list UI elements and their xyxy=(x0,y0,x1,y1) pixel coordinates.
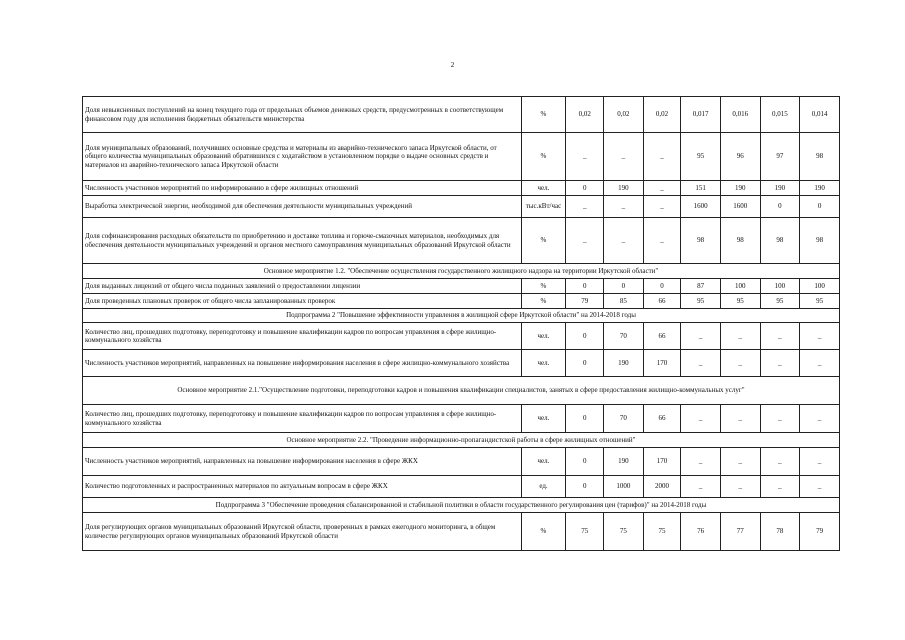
indicator-name: Доля софинансирования расходных обязательств по приобретению и доставке топлива и горюче-смазочных материалов, необходимых для обеспечения деятельности муниципальных учреждений и органов местного самоуправления муниципальных образований Иркутской области xyxy=(83,218,522,264)
value-cell: 0 xyxy=(566,323,604,350)
value-cell: _ xyxy=(720,448,760,476)
value-cell: 98 xyxy=(760,218,800,264)
value-cell: 79 xyxy=(566,294,604,309)
value-cell: 96 xyxy=(720,133,760,181)
value-cell: 98 xyxy=(800,133,840,181)
table-body xyxy=(83,97,840,551)
section-header-row xyxy=(83,264,840,279)
value-cell: _ xyxy=(720,476,760,498)
value-cell: 0 xyxy=(643,279,681,294)
value-cell: _ xyxy=(604,196,644,218)
indicator-name: Доля муниципальных образований, получивших основные средства и материалы из аварийно-технического запаса Иркутской области, от общего количества муниципальных образований обратившихся с ходатайством в установленном порядке о выдаче основных средств и материалов из аварийно-технического запаса Иркутской области xyxy=(83,133,522,181)
indicator-name: Численность участников мероприятий по информированию в сфере жилищных отношений xyxy=(83,181,522,196)
table-row xyxy=(83,448,840,476)
value-cell: 1600 xyxy=(681,196,721,218)
table-row xyxy=(83,181,840,196)
indicator-name: Выработка электрической энергии, необходимой для обеспечения деятельности муниципальных учреждений xyxy=(83,196,522,218)
unit-cell: ед. xyxy=(521,476,566,498)
table-row xyxy=(83,476,840,498)
value-cell: 0 xyxy=(566,476,604,498)
value-cell: _ xyxy=(760,476,800,498)
value-cell: 76 xyxy=(681,513,721,551)
value-cell: 75 xyxy=(566,513,604,551)
value-cell: _ xyxy=(566,196,604,218)
indicator-name: Численность участников мероприятий, направленных на повышение информирования населения в сфере жилищно-коммунального хозяйства xyxy=(83,350,522,377)
value-cell: _ xyxy=(800,323,840,350)
value-cell: 0 xyxy=(566,279,604,294)
value-cell: _ xyxy=(643,196,681,218)
unit-cell: % xyxy=(521,513,566,551)
value-cell: 0 xyxy=(566,350,604,377)
table-row xyxy=(83,97,840,133)
value-cell: 190 xyxy=(720,181,760,196)
value-cell: 98 xyxy=(720,218,760,264)
value-cell: 100 xyxy=(800,279,840,294)
section-title: Основное мероприятие 1.2. "Обеспечение осуществления государственного жилищного надзора на территории Иркутской области" xyxy=(83,264,840,279)
value-cell: 2000 xyxy=(643,476,681,498)
value-cell: 0,02 xyxy=(643,97,681,133)
value-cell: _ xyxy=(643,133,681,181)
section-title: Подпрограмма 3 "Обеспечение проведения сбалансированной и стабильной политики в области государственного регулирования цен (тарифов)" на 2014-2018 годы xyxy=(83,498,840,513)
value-cell: 170 xyxy=(643,350,681,377)
value-cell: 70 xyxy=(604,405,644,433)
value-cell: _ xyxy=(800,350,840,377)
indicators-table xyxy=(82,96,840,551)
section-header-row xyxy=(83,433,840,448)
section-header-row xyxy=(83,309,840,323)
value-cell: _ xyxy=(720,350,760,377)
value-cell: _ xyxy=(760,323,800,350)
value-cell: _ xyxy=(760,405,800,433)
value-cell: 0 xyxy=(566,181,604,196)
value-cell: _ xyxy=(720,323,760,350)
value-cell: 0 xyxy=(760,196,800,218)
value-cell: _ xyxy=(604,218,644,264)
table-row xyxy=(83,294,840,309)
value-cell: 0,02 xyxy=(566,97,604,133)
unit-cell: чел. xyxy=(521,350,566,377)
section-header-row xyxy=(83,498,840,513)
value-cell: 66 xyxy=(643,405,681,433)
value-cell: 190 xyxy=(800,181,840,196)
section-title: Подпрограмма 2 "Повышение эффективности управления в жилищной сфере Иркутской области" на 2014-2018 годы xyxy=(83,309,840,323)
value-cell: 190 xyxy=(604,181,644,196)
unit-cell: % xyxy=(521,97,566,133)
value-cell: 66 xyxy=(643,323,681,350)
value-cell: 0,016 xyxy=(720,97,760,133)
value-cell: 0 xyxy=(604,279,644,294)
unit-cell: % xyxy=(521,218,566,264)
value-cell: 190 xyxy=(604,448,644,476)
value-cell: _ xyxy=(681,405,721,433)
value-cell: 95 xyxy=(681,133,721,181)
value-cell: _ xyxy=(681,476,721,498)
value-cell: _ xyxy=(720,405,760,433)
value-cell: 0,017 xyxy=(681,97,721,133)
value-cell: 0,014 xyxy=(800,97,840,133)
unit-cell: % xyxy=(521,133,566,181)
table-row xyxy=(83,218,840,264)
value-cell: 100 xyxy=(760,279,800,294)
value-cell: _ xyxy=(681,448,721,476)
value-cell: 1000 xyxy=(604,476,644,498)
indicator-name: Численность участников мероприятий, направленных на повышение информирования населения в сфере ЖКХ xyxy=(83,448,522,476)
value-cell: 75 xyxy=(643,513,681,551)
value-cell: 87 xyxy=(681,279,721,294)
value-cell: 98 xyxy=(800,218,840,264)
section-title: Основное мероприятие 2.1."Осуществление подготовки, переподготовки кадров и повышения квалификации специалистов, занятых в сфере предоставления жилищно-коммунальных услуг" xyxy=(83,377,840,405)
value-cell: 97 xyxy=(760,133,800,181)
value-cell: _ xyxy=(566,133,604,181)
value-cell: 95 xyxy=(720,294,760,309)
value-cell: 1600 xyxy=(720,196,760,218)
value-cell: 100 xyxy=(720,279,760,294)
table-row xyxy=(83,196,840,218)
unit-cell: чел. xyxy=(521,405,566,433)
value-cell: 95 xyxy=(681,294,721,309)
value-cell: 0,015 xyxy=(760,97,800,133)
value-cell: 151 xyxy=(681,181,721,196)
unit-cell: тыс.кВт/час xyxy=(521,196,566,218)
table-row xyxy=(83,279,840,294)
value-cell: 95 xyxy=(800,294,840,309)
value-cell: _ xyxy=(681,323,721,350)
value-cell: 190 xyxy=(760,181,800,196)
value-cell: _ xyxy=(800,405,840,433)
value-cell: 70 xyxy=(604,323,644,350)
table-row xyxy=(83,350,840,377)
value-cell: 0 xyxy=(800,196,840,218)
value-cell: 75 xyxy=(604,513,644,551)
value-cell: _ xyxy=(643,181,681,196)
value-cell: 0 xyxy=(566,448,604,476)
section-header-row xyxy=(83,377,840,405)
value-cell: _ xyxy=(604,133,644,181)
value-cell: _ xyxy=(800,448,840,476)
section-title: Основное мероприятие 2.2. "Проведение информационно-пропагандистской работы в сфере жилищных отношений" xyxy=(83,433,840,448)
value-cell: 66 xyxy=(643,294,681,309)
page-number: 2 xyxy=(450,61,455,69)
indicator-name: Количество подготовленных и распространенных материалов по актуальным вопросам в сфере ЖКХ xyxy=(83,476,522,498)
table-row xyxy=(83,405,840,433)
value-cell: _ xyxy=(643,218,681,264)
indicator-name: Доля проведенных плановых проверок от общего числа запланированных проверок xyxy=(83,294,522,309)
unit-cell: чел. xyxy=(521,181,566,196)
value-cell: 0 xyxy=(566,405,604,433)
value-cell: 190 xyxy=(604,350,644,377)
value-cell: 77 xyxy=(720,513,760,551)
value-cell: 95 xyxy=(760,294,800,309)
value-cell: 170 xyxy=(643,448,681,476)
table-row xyxy=(83,513,840,551)
table-row xyxy=(83,323,840,350)
table-row xyxy=(83,133,840,181)
unit-cell: % xyxy=(521,294,566,309)
value-cell: _ xyxy=(566,218,604,264)
unit-cell: чел. xyxy=(521,323,566,350)
unit-cell: % xyxy=(521,279,566,294)
value-cell: 0,02 xyxy=(604,97,644,133)
indicator-name: Доля невыясненных поступлений на конец текущего года от предельных объемов денежных средств, предусмотренных в соответствующем финансовом году для исполнения бюджетных обязательств министерства xyxy=(83,97,522,133)
value-cell: 85 xyxy=(604,294,644,309)
value-cell: 98 xyxy=(681,218,721,264)
indicator-name: Доля регулирующих органов муниципальных образований Иркутской области, проверенных в рамках ежегодного мониторинга, в общем количестве регулирующих органов муниципальных образований Иркутской области xyxy=(83,513,522,551)
value-cell: 79 xyxy=(800,513,840,551)
indicator-name: Количество лиц, прошедших подготовку, переподготовку и повышение квалификации кадров по вопросам управления в сфере жилищно-коммунального хозяйства xyxy=(83,405,522,433)
indicator-name: Доля выданных лицензий от общего числа поданных заявлений о предоставлении лицензии xyxy=(83,279,522,294)
value-cell: _ xyxy=(800,476,840,498)
value-cell: _ xyxy=(760,448,800,476)
value-cell: _ xyxy=(681,350,721,377)
indicator-name: Количество лиц, прошедших подготовку, переподготовку и повышение квалификации кадров по вопросам управления в сфере жилищно-коммунального хозяйства xyxy=(83,323,522,350)
value-cell: 78 xyxy=(760,513,800,551)
unit-cell: чел. xyxy=(521,448,566,476)
value-cell: _ xyxy=(760,350,800,377)
